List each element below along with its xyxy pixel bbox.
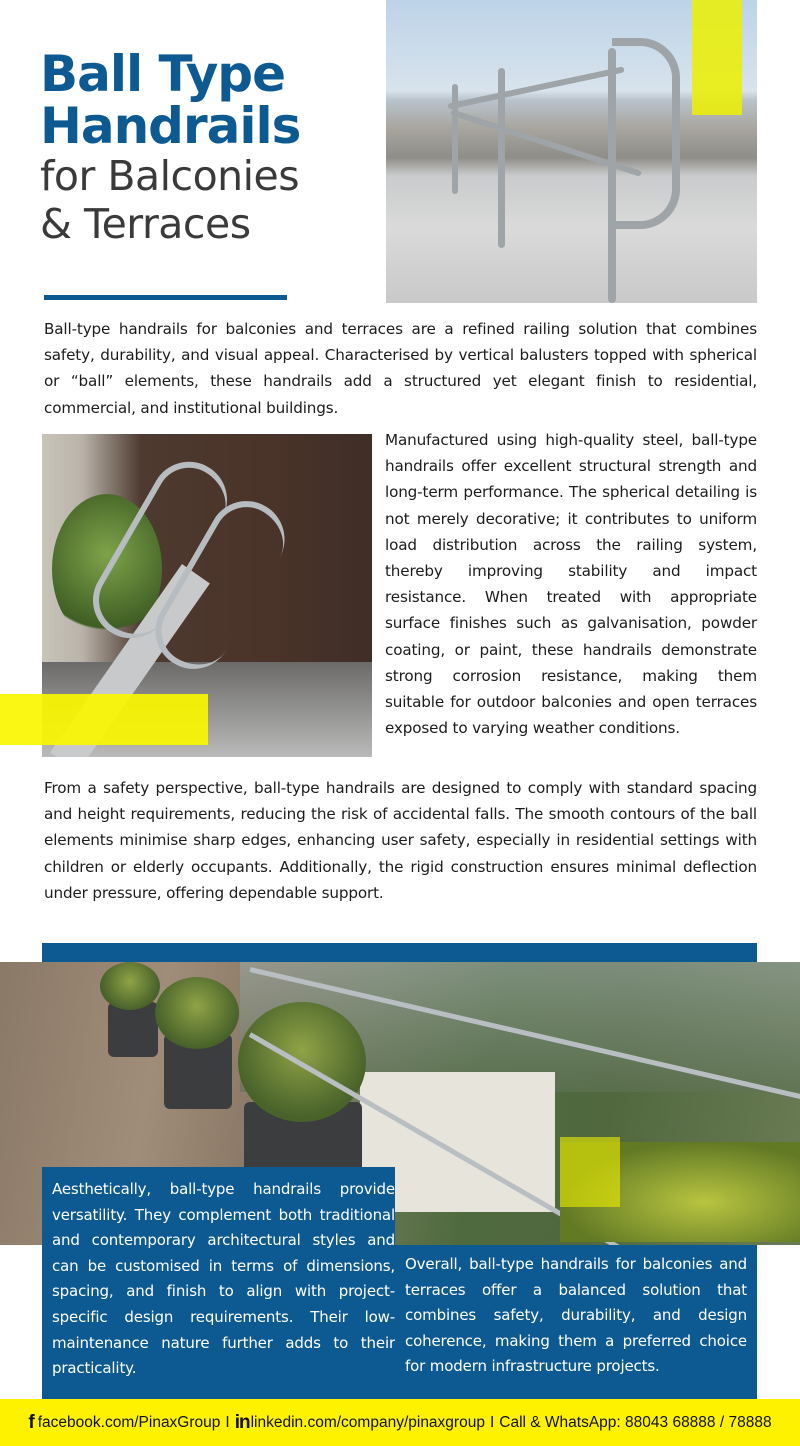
top-handrail-photo [386,0,757,303]
photo-post [498,68,505,248]
safety-paragraph: From a safety perspective, ball-type handrails are designed to comply with standard spacing and height requirements, reducing the risk of accidental falls. The smooth contours of the ball elements minimise sharp edges, enhancing user safety, especially in residential settings with children or elderly occupants. Additionally, the rigid construction ensures minimal deflection under pressure, offering dependable support. [44,779,757,902]
linkedin-link[interactable]: linkedin.com/company/pinaxgroup [250,1413,485,1431]
manufacturing-paragraph: Manufactured using high-quality steel, ball-type handrails offer excellent structural strength and long-term performance. The spherical detailing is not merely decorative; it contributes to uniform load distribution across the railing system, thereby improving stability and impact resistance. When treated with appropriate surface finishes such as galvanisation, powder coating, or paint, these handrails demonstrate strong corrosion resistance, making them suitable for outdoor balconies and open terraces exposed to varying weather conditions. [385,431,757,738]
intro-paragraph: Ball-type handrails for balconies and terraces are a refined railing solution that combines safety, durability, and visual appeal. Characterised by vertical balusters topped with spherical or “ball” elements, these handrails add a structured yet elegant finish to residential, commercial, and institutional buildings. [44,320,757,417]
linkedin-icon: in [234,1411,250,1433]
yellow-accent-bar [0,694,208,745]
photo-planter [108,1002,158,1057]
title-underline [44,295,287,300]
aesthetic-info-box [42,1167,395,1399]
blue-divider-bar [42,943,757,963]
title-block [40,45,380,248]
overall-paragraph: Overall, ball-type handrails for balconies and terraces offer a balanced solution that combines safety, durability, and design coherence, making them a preferred choice for modern infrastructure projects. [405,1255,747,1376]
title-line-1: Ball Type [40,45,286,103]
yellow-accent-tint [560,1137,620,1207]
photo-bush [155,977,239,1049]
facebook-icon: f [28,1411,35,1433]
facebook-link[interactable]: facebook.com/PinaxGroup [37,1413,221,1431]
yellow-accent-strip [692,0,742,115]
footer-separator: I [225,1413,230,1431]
contact-phone: Call & WhatsApp: 88043 68888 / 78888 [499,1413,772,1431]
aesthetic-paragraph: Aesthetically, ball-type handrails provide versatility. They complement both traditional and contemporary architectural styles and can be customised in terms of dimensions, spacing, and finish to align with project-specific design requirements. Their low-maintenance nature further adds to their practicality. [52,1180,395,1378]
title-line-4: & Terraces [40,200,251,248]
photo-rail [447,66,624,109]
photo-bush [100,962,160,1010]
footer-separator: I [489,1413,495,1431]
overall-info-box [395,1245,757,1399]
title-line-3: for Balconies [40,152,300,200]
photo-post [452,84,458,194]
title-line-2: Handrails [40,97,301,155]
photo-rail-loop [612,38,680,229]
contact-footer [0,1399,800,1446]
